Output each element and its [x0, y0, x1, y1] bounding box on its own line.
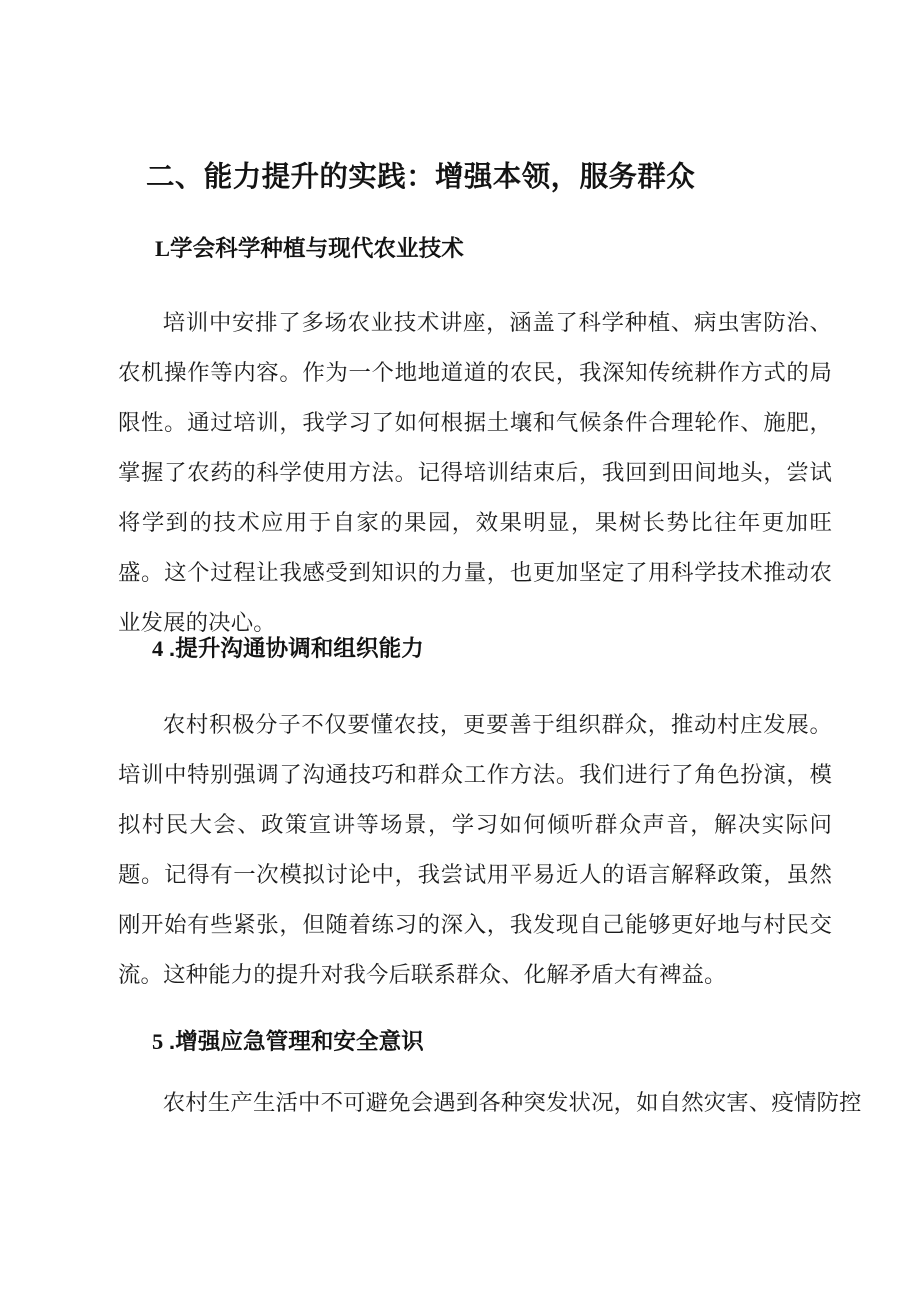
subsection-label-5: .增强应急管理和安全意识	[168, 1029, 424, 1054]
subsection-heading-1	[155, 233, 855, 265]
subsection-heading-4	[152, 633, 852, 665]
subsection-label-1: 学会科学种植与现代农业技术	[170, 236, 464, 261]
paragraph-2: 农村积极分子不仅要懂农技，更要善于组织群众，推动村庄发展。培训中特别强调了沟通技巧和群众工作方法。我们进行了角色扮演，模拟村民大会、政策宣讲等场景，学习如何倾听群众声音，解决实际问题。记得有一次模拟讨论中，我尝试用平易近人的语言解释政策，虽然刚开始有些紧张，但随着练习的深入，我发现自己能够更好地与村民交流。这种能力的提升对我今后联系群众、化解矛盾大有裨益。	[118, 712, 832, 987]
paragraph-1: 培训中安排了多场农业技术讲座，涵盖了科学种植、病虫害防治、农机操作等内容。作为一个地地道道的农民，我深知传统耕作方式的局限性。通过培训，我学习了如何根据土壤和气候条件合理轮作、施肥，掌握了农药的科学使用方法。记得培训结束后，我回到田间地头，尝试将学到的技术应用于自家的果园，效果明显，果树长势比往年更加旺盛。这个过程让我感受到知识的力量，也更加坚定了用科学技术推动农业发展的决心。	[118, 310, 832, 635]
subsection-heading-5	[152, 1026, 852, 1058]
section-heading: 二、能力提升的实践：增强本领，服务群众	[146, 161, 696, 193]
subsection-number-5: 5	[152, 1029, 169, 1054]
subsection-number-4: 4	[152, 636, 169, 661]
paragraph-3: 农村生产生活中不可避免会遇到各种突发状况，如自然灾害、疫情防控	[162, 1090, 862, 1115]
subsection-label-4: .提升沟通协调和组织能力	[168, 636, 424, 661]
subsection-number-1: L	[155, 236, 171, 261]
